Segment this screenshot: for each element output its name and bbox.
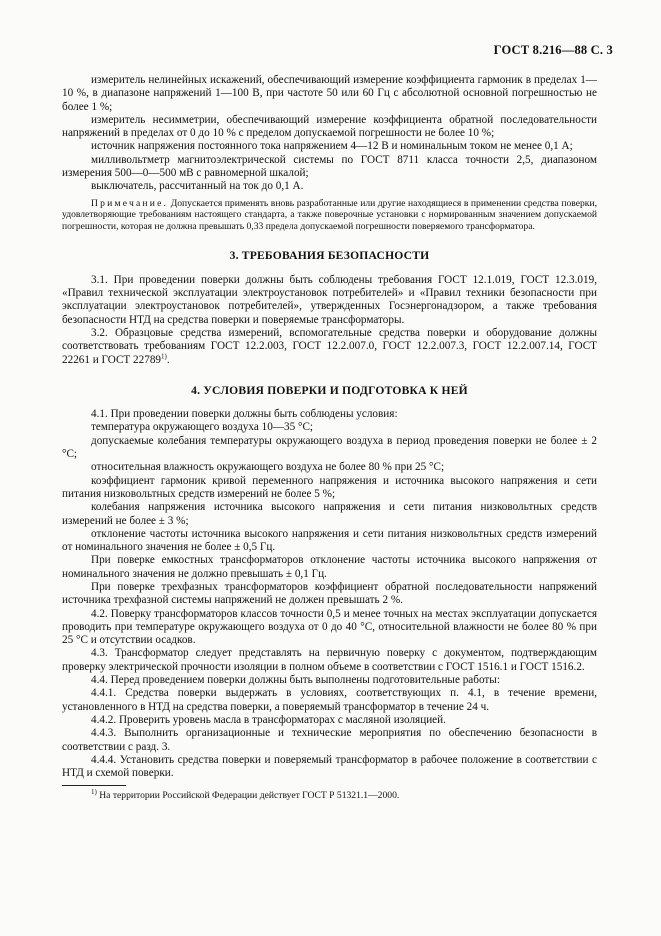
paragraph-4-1: 4.1. При проведении поверки должны быть соблюдены условия: (91, 408, 398, 421)
condition-item: При поверке трехфазных трансформаторов коэффициент обратной последовательности напряжений источника трехфазной системы напряжений не должен превышать 2 %. (62, 580, 597, 607)
footnote-reference: 1) (161, 351, 167, 360)
condition-item: относительная влажность окружающего воздуха не более 80 % при 25 °С; (91, 461, 445, 474)
condition-item: коэффициент гармоник кривой переменного напряжения и источника высокого напряжения и сети питания низковольтных средств измерений не более 5 %; (62, 474, 597, 500)
list-item: источник напряжения постоянного тока напряжением 4—12 В и номинальным током не менее 0,1 А; (91, 140, 573, 153)
condition-item: При поверке емкостных трансформаторов отклонение частоты источника высокого напряжения от номинального значения не должно превышать ± 0,1 Гц. (62, 554, 597, 580)
list-item: милливольтметр магнитоэлектрической системы по ГОСТ 8711 класса точности 2,5, диапазоном измерения 500—0—500 мВ с равномерной шкалой; (62, 153, 597, 180)
paragraph-4-4: 4.4. Перед проведением поверки должны быть выполнены подготовительные работы: (91, 674, 500, 687)
equipment-list (62, 74, 597, 194)
list-item: измеритель несимметрии, обеспечивающий измерение коэффициента обратной последовательности напряжений в пределах от 0 до 10 % с пределом допускаемой погрешности не более 10 %; (62, 113, 597, 140)
paragraph-4-4-3: 4.4.3. Выполнить организационные и технические мероприятия по обеспечению безопасности в соответствии с разд. 3. (62, 727, 597, 753)
note-paragraph (62, 198, 597, 233)
section-3-heading: 3. ТРЕБОВАНИЯ БЕЗОПАСНОСТИ (229, 249, 430, 263)
list-item: выключатель, рассчитанный на ток до 0,1 А. (91, 180, 304, 193)
paragraph-4-4-1: 4.4.1. Средства поверки выдержать в условиях, соответствующих п. 4.1, в течение времени, установленного в НТД на средства поверки, а поверяемый трансформатор в течение 24 ч. (62, 687, 597, 713)
paragraph-3-1: 3.1. При проведении поверки должны быть соблюдены требования ГОСТ 12.1.019, ГОСТ 12.3.019, «Правил технической эксплуатации электроустановок потребителей» и «Правил техники безопасности при эксплуатации электроустановок потребителей», утвержденных Госэнергонадзором, а также требования безопасности НТД на средства поверки и поверяемые трансформаторы. (62, 273, 597, 326)
paragraph-3-2-text: 3.2. Образцовые средства измерений, вспомогательные средства поверки и оборудование должны соответствовать требованиям ГОСТ 12.2.003, ГОСТ 12.2.007.0, ГОСТ 12.2.007.3, ГОСТ 12.2.007.14, ГОСТ 22261 и ГОСТ 22789 (62, 326, 597, 366)
condition-item: температура окружающего воздуха 10—35 °С; (91, 421, 314, 434)
section-4-heading: 4. УСЛОВИЯ ПОВЕРКИ И ПОДГОТОВКА К НЕЙ (191, 383, 468, 397)
page-content (62, 74, 597, 802)
paragraph-4-3: 4.3. Трансформатор следует представлять на первичную поверку с документом, подтверждающим проверку электрической прочности изоляции в полном объеме в соответствии с ГОСТ 1516.1 и ГОСТ 1516.2. (62, 647, 597, 673)
paragraph-3-2-end: . (166, 353, 170, 366)
condition-item: допускаемые колебания температуры окружающего воздуха в период проведения поверки не более ± 2 °С; (62, 434, 597, 461)
footnote (62, 790, 597, 802)
paragraph-4-2: 4.2. Поверку трансформаторов классов точности 0,5 и менее точных на местах эксплуатации допускается проводить при температуре окружающего воздуха от 0 до 40 °С, относительной влажности не более 80 % при 25 °С и отсутствии осадков. (62, 607, 597, 647)
condition-item: отклонение частоты источника высокого напряжения и сети питания низковольтных средств измерений от номинального значения не более ± 0,5 Гц. (62, 527, 597, 554)
page-header: ГОСТ 8.216—88 С. 3 (493, 43, 613, 57)
footnote-text: На территории Российской Федерации действует ГОСТ Р 51321.1—2000. (96, 790, 400, 802)
list-item: измеритель нелинейных искажений, обеспечивающий измерение коэффициента гармоник в пределах 1—10 %, в диапазоне напряжений 1—100 В, при частоте 50 или 60 Гц с абсолютной основной погрешностью не более 1 %; (62, 74, 597, 113)
note-label: Примечание. (91, 197, 169, 209)
note-text: Допускается применять вновь разработанные или другие находящиеся в применении средства поверки, удовлетворяющие требованиям настоящего стандарта, а также поверочные установки с нормированным значением допускаемой погрешности, которая не должна превышать 0,33 предела допускаемой погрешности поверяемого трансформатора. (62, 197, 597, 232)
footnote-mark: 1) (91, 788, 97, 797)
paragraph-3-2 (62, 327, 597, 367)
paragraph-4-4-4: 4.4.4. Установить средства поверки и поверяемый трансформатор в рабочее положение в соответствии с НТД и схемой поверки. (62, 753, 597, 780)
footnote-divider (62, 785, 126, 786)
paragraph-4-4-2: 4.4.2. Проверить уровень масла в трансформаторах с масляной изоляцией. (91, 713, 446, 726)
condition-item: колебания напряжения источника высокого напряжения и сети питания низковольтных средств измерений не более ± 3 %; (62, 501, 597, 527)
